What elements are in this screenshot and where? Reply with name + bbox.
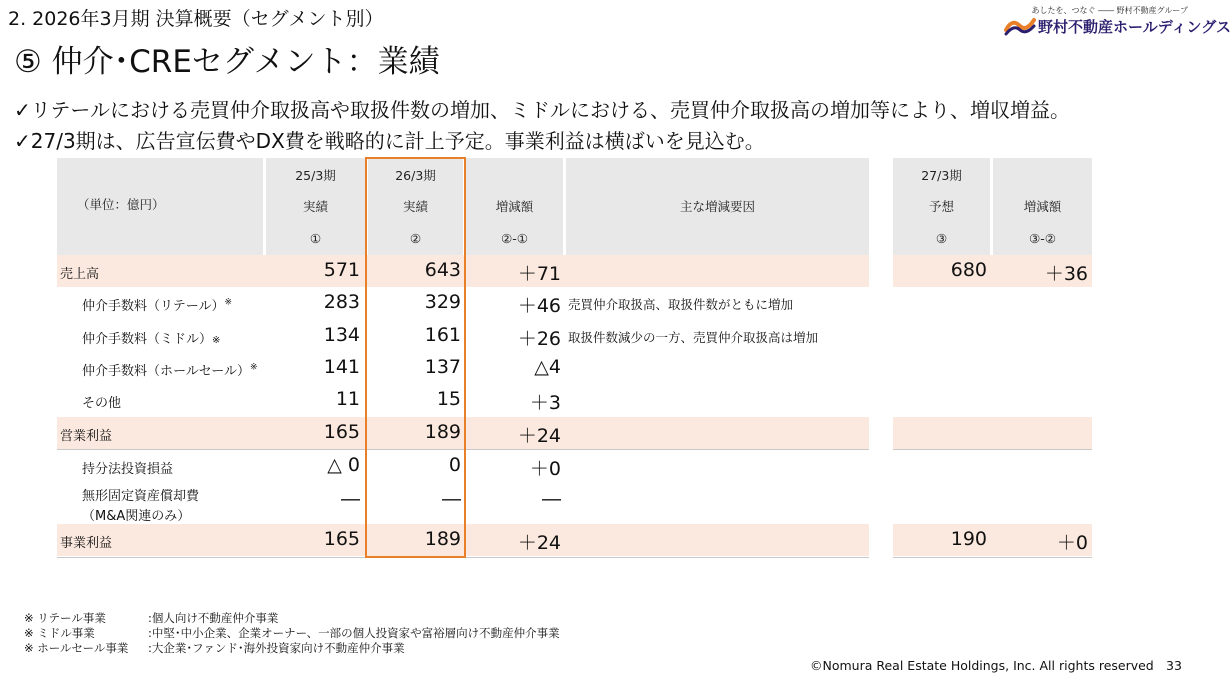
cell-diff-sales: ＋71 bbox=[517, 263, 561, 285]
cell-fy25-biz: 165 bbox=[323, 528, 360, 550]
cell-fy26-retail: 329 bbox=[424, 291, 461, 313]
cell-fy26-amort: ― bbox=[442, 488, 461, 510]
col-fy27-period: 27/3期 bbox=[921, 168, 962, 183]
cell-fy27-biz: 190 bbox=[950, 528, 987, 550]
col-fy25-period: 25/3期 bbox=[295, 168, 336, 183]
logo-brand: 野村不動産ホールディングス bbox=[1038, 18, 1231, 36]
col-diff27-mark: ③-② bbox=[1029, 231, 1056, 246]
fy26-highlight-box bbox=[365, 157, 466, 558]
note-wholesale-desc: :大企業･ファンド･海外投資家向け不動産仲介事業 bbox=[148, 641, 405, 655]
cell-fy26-equity: 0 bbox=[448, 454, 461, 476]
copyright: ©Nomura Real Estate Holdings, Inc. All rights reserved bbox=[810, 658, 1154, 673]
row-label-amortization-sub: （M&A関連のみ） bbox=[82, 509, 191, 524]
cell-fy26-sales: 643 bbox=[424, 259, 461, 281]
section-title: 2. 2026年3月期 決算概要（セグメント別） bbox=[8, 8, 384, 30]
bullet-1: ✓リテールにおける売買仲介取扱高や取扱件数の増加、ミドルにおける、売買仲介取扱高の増加等により、増収増益。 bbox=[14, 98, 1070, 122]
cell-diff-retail: ＋46 bbox=[517, 295, 561, 317]
col-fy26-period: 26/3期 bbox=[395, 168, 436, 183]
cell-diff-wholesale: △4 bbox=[534, 356, 561, 378]
col-diff27-kind: 増減額 bbox=[1023, 199, 1062, 214]
cell-fy26-op: 189 bbox=[424, 421, 461, 443]
cell-fy27-sales: 680 bbox=[950, 259, 987, 281]
cell-diff-op: ＋24 bbox=[517, 425, 561, 447]
cell-fy26-wholesale: 137 bbox=[424, 356, 461, 378]
cell-fy25-middle: 134 bbox=[323, 324, 360, 346]
cell-reason-middle: 取扱件数減少の一方、売買仲介取扱高は増加 bbox=[568, 330, 819, 345]
col-fy27-kind: 予想 bbox=[928, 199, 954, 214]
cell-reason-retail: 売買仲介取扱高、取扱件数がともに増加 bbox=[568, 297, 794, 312]
cell-fy25-sales: 571 bbox=[323, 259, 360, 281]
row-label-amortization: 無形固定資産償却費 bbox=[82, 489, 200, 504]
col-fy26-mark: ② bbox=[409, 231, 422, 246]
col-reason: 主な増減要因 bbox=[679, 199, 755, 214]
cell-diff27-biz: ＋0 bbox=[1056, 532, 1088, 554]
cell-diff-biz: ＋24 bbox=[517, 532, 561, 554]
col-diff-mark: ②-① bbox=[501, 231, 528, 246]
cell-fy26-other: 15 bbox=[436, 388, 461, 410]
section-gap bbox=[869, 150, 893, 570]
row-label-other: その他 bbox=[82, 396, 122, 411]
row-label-business-profit: 事業利益 bbox=[60, 536, 113, 551]
cell-fy25-wholesale: 141 bbox=[323, 356, 360, 378]
row-label-operating-profit: 営業利益 bbox=[60, 429, 113, 444]
col-fy25-mark: ① bbox=[309, 231, 322, 246]
cell-diff-middle: ＋26 bbox=[517, 328, 561, 350]
col-fy26-kind: 実績 bbox=[402, 199, 428, 214]
row-label-middle: 仲介手数料（ミドル）※ bbox=[82, 332, 221, 347]
note-retail-desc: :個人向け不動産仲介事業 bbox=[148, 611, 279, 625]
bullet-2: ✓27/3期は、広告宣伝費やDX費を戦略的に計上予定。事業利益は横ばいを見込む。 bbox=[14, 129, 765, 153]
note-wholesale-term: ※ ホールセール事業 bbox=[24, 641, 129, 655]
cell-diff-equity: ＋0 bbox=[529, 458, 561, 480]
col-fy25-kind: 実績 bbox=[302, 199, 328, 214]
cell-fy25-other: 11 bbox=[335, 388, 360, 410]
row-label-sales: 売上高 bbox=[60, 267, 100, 282]
cell-diff-other: ＋3 bbox=[529, 392, 561, 414]
page-number: 33 bbox=[1166, 658, 1182, 673]
col-fy27-mark: ③ bbox=[935, 231, 948, 246]
note-retail-term: ※ リテール事業 bbox=[24, 611, 106, 625]
col-diff-kind: 増減額 bbox=[495, 199, 534, 214]
row-label-retail: 仲介手数料（リテール）※ bbox=[82, 297, 233, 314]
page-title: ⑤ 仲介･CREセグメント：業績 bbox=[14, 44, 440, 80]
logo-tagline: あしたを、つなぐ ―― 野村不動産グループ bbox=[1031, 6, 1188, 15]
unit-label: （単位：億円） bbox=[77, 197, 165, 212]
cell-diff27-sales: ＋36 bbox=[1044, 263, 1088, 285]
row-label-wholesale: 仲介手数料（ホールセール）※ bbox=[82, 362, 258, 379]
note-middle-desc: :中堅･中小企業、企業オーナー、一部の個人投資家や富裕層向け不動産仲介事業 bbox=[148, 626, 560, 640]
logo-mark-icon bbox=[1004, 16, 1036, 36]
cell-fy25-op: 165 bbox=[323, 421, 360, 443]
row-label-equity-method: 持分法投資損益 bbox=[82, 462, 174, 477]
cell-diff-amort: ― bbox=[542, 488, 561, 510]
cell-fy25-amort: ― bbox=[341, 488, 360, 510]
note-middle-term: ※ ミドル事業 bbox=[24, 626, 95, 640]
cell-fy25-equity: △ 0 bbox=[327, 454, 360, 476]
cell-fy26-middle: 161 bbox=[424, 324, 461, 346]
cell-fy26-biz: 189 bbox=[424, 528, 461, 550]
row-bg-op-fc bbox=[893, 417, 1092, 449]
cell-fy25-retail: 283 bbox=[323, 291, 360, 313]
